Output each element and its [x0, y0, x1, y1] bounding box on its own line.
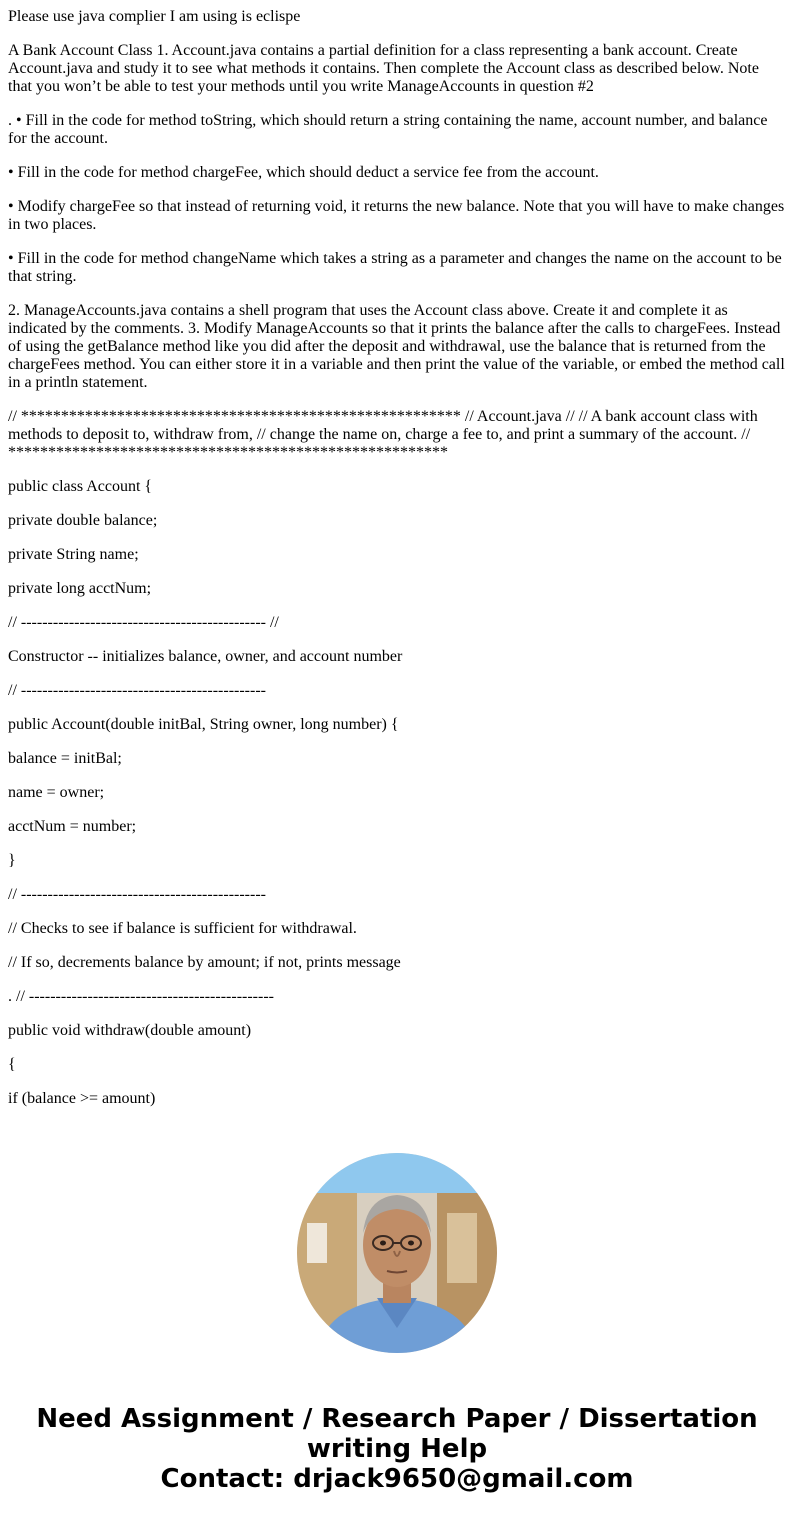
paragraph: • Fill in the code for method changeName which takes a string as a parameter and changes the name on the account to be that string.: [8, 250, 782, 285]
paragraph: A Bank Account Class 1. Account.java contains a partial definition for a class representing a bank account. Create Account.java and study it to see what methods it contains. Then complete the Account class as described below. Note that you won’t be able to test your methods until you write ManageAccounts in question #2: [8, 42, 759, 95]
code-line: }: [8, 852, 16, 869]
code-line: // ----------------------------------------------: [8, 886, 266, 903]
code-line: private long acctNum;: [8, 580, 152, 597]
code-line: public void withdraw(double amount): [8, 1022, 252, 1039]
promo-banner: [0, 1404, 794, 1494]
code-line: balance = initBal;: [8, 750, 122, 767]
promo-line: Need Assignment / Research Paper / Dissertation: [36, 1404, 758, 1434]
paragraph: • Fill in the code for method chargeFee, which should deduct a service fee from the account.: [8, 164, 599, 181]
paragraph: 2. ManageAccounts.java contains a shell program that uses the Account class above. Create it and complete it as indicated by the comments. 3. Modify ManageAccounts so that it prints the balance after the calls to chargeFees. Instead of using the getBalance method like you did after the deposit and withdrawal, use the balance that is returned from the chargeFees method. You can either store it in a variable and then print the value of the variable, or embed the method call in a println statement.: [8, 302, 785, 391]
paragraph: • Modify chargeFee so that instead of returning void, it returns the new balance. Note that you will have to make changes in two places.: [8, 198, 785, 233]
code-line: // If so, decrements balance by amount; if not, prints message: [8, 954, 401, 971]
document-body: [8, 8, 786, 1124]
promo-contact: Contact: drjack9650@gmail.com: [160, 1464, 634, 1494]
promo-line: writing Help: [306, 1434, 488, 1464]
code-comment-block: // ******************************************************* // Account.java // // A bank account class with methods to deposit to, withdraw from, // change the name on, charge a fee to, and print a summary of the account. // *******************************************************: [8, 408, 758, 461]
paragraph: . • Fill in the code for method toString, which should return a string containing the name, account number, and balance for the account.: [8, 112, 768, 147]
avatar: [297, 1153, 497, 1353]
code-line: // Checks to see if balance is sufficient for withdrawal.: [8, 920, 357, 937]
code-line: Constructor -- initializes balance, owner, and account number: [8, 648, 403, 665]
code-line: {: [8, 1056, 16, 1073]
code-line: private String name;: [8, 546, 139, 563]
code-line: acctNum = number;: [8, 818, 137, 835]
code-line: public Account(double initBal, String owner, long number) {: [8, 716, 399, 733]
paragraph: Please use java complier I am using is eclispe: [8, 8, 301, 25]
code-line: . // ----------------------------------------------: [8, 988, 274, 1005]
code-line: // ---------------------------------------------- //: [8, 614, 279, 631]
code-line: // ----------------------------------------------: [8, 682, 266, 699]
code-line: if (balance >= amount): [8, 1090, 156, 1107]
code-line: name = owner;: [8, 784, 105, 801]
code-line: public class Account {: [8, 478, 153, 495]
code-line: private double balance;: [8, 512, 158, 529]
